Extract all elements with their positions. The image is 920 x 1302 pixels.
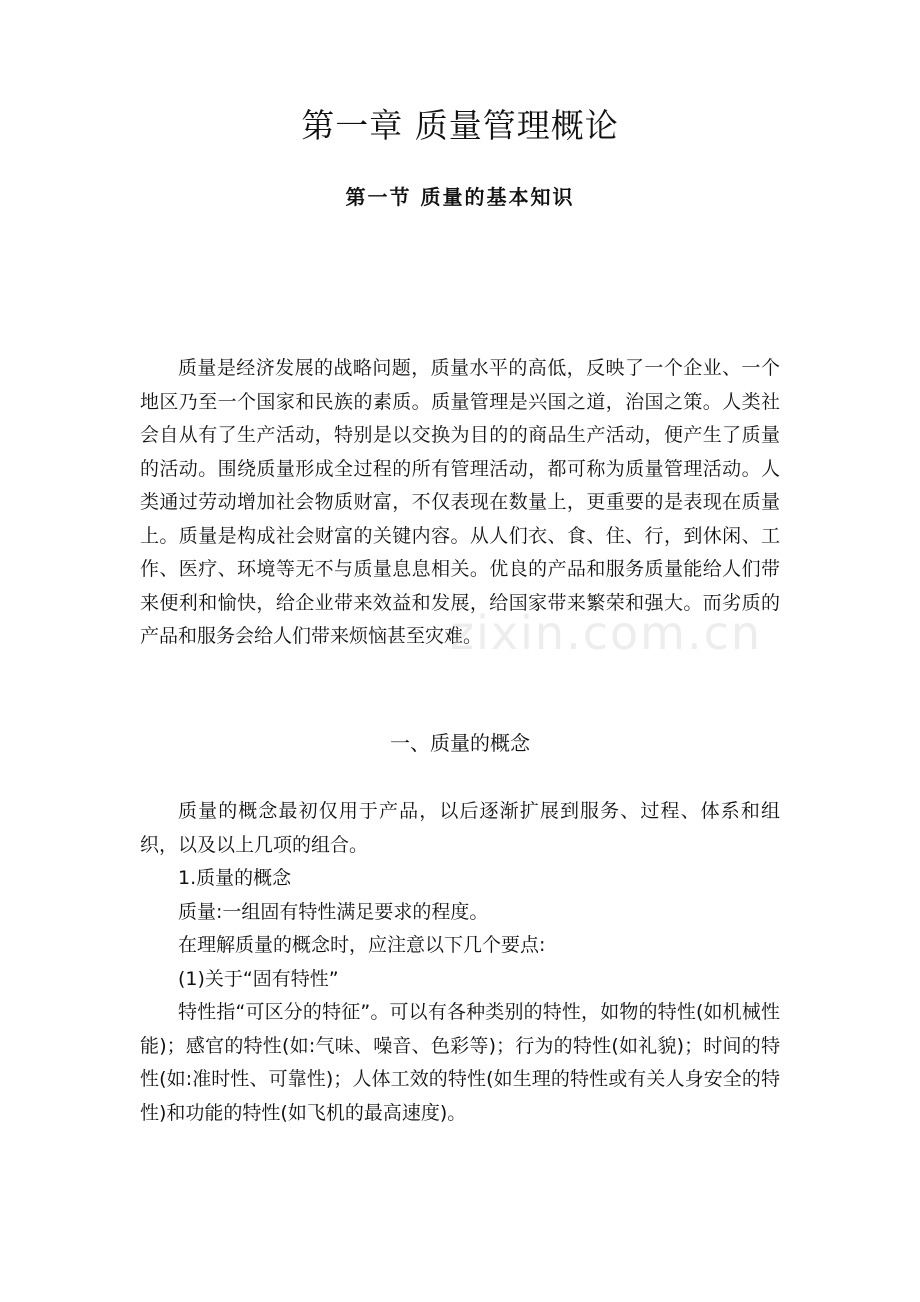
concept-section — [140, 795, 780, 1130]
subheading-quality-concept: 一、质量的概念 — [390, 731, 530, 755]
key-points-intro: 在理解质量的概念时，应注意以下几个要点: — [178, 934, 546, 956]
point-paragraph-characteristics: 特性指“可区分的特征”。可以有各种类别的特性，如物的特性(如机械性能)；感官的特性(如:气味、噪音、色彩等)；行为的特性(如礼貌)；时间的特性(如:准时性、可靠性)；人体工效的特性(如生理的特性或有关人身安全的特性)和功能的特性(如飞机的最高速度)。 — [140, 1001, 780, 1124]
quality-definition: 质量:一组固有特性满足要求的程度。 — [178, 900, 489, 923]
concept-item-heading: 1.质量的概念 — [178, 867, 292, 889]
watermark: zixin.com.cn — [450, 606, 763, 660]
intro-paragraph: 质量是经济发展的战略问题，质量水平的高低，反映了一个企业、一个地区乃至一个国家和民族的素质。质量管理是兴国之道，治国之策。人类社会自从有了生产活动，特别是以交换为目的的商品生产活动，便产生了质量的活动。围绕质量形成全过程的所有管理活动，都可称为质量管理活动。人类通过劳动增加社会物质财富，不仅表现在数量上，更重要的是表现在质量上。质量是构成社会财富的关键内容。从人们衣、食、住、行，到休闲、工作、医疗、环境等无不与质量息息相关。优良的产品和服务质量能给人们带来便利和愉快，给企业带来效益和发展，给国家带来繁荣和强大。而劣质的产品和服务会给人们带来烦恼甚至灾难。 — [140, 357, 780, 647]
chapter-title: 第一章 质量管理概论 — [301, 106, 619, 145]
section-title: 第一节 质量的基本知识 — [345, 185, 575, 209]
intro-section — [140, 352, 780, 654]
concept-paragraph: 质量的概念最初仅用于产品，以后逐渐扩展到服务、过程、体系和组织，以及以上几项的组合。 — [140, 800, 780, 856]
point-heading-inherent-characteristics: (1)关于“固有特性” — [178, 967, 339, 990]
